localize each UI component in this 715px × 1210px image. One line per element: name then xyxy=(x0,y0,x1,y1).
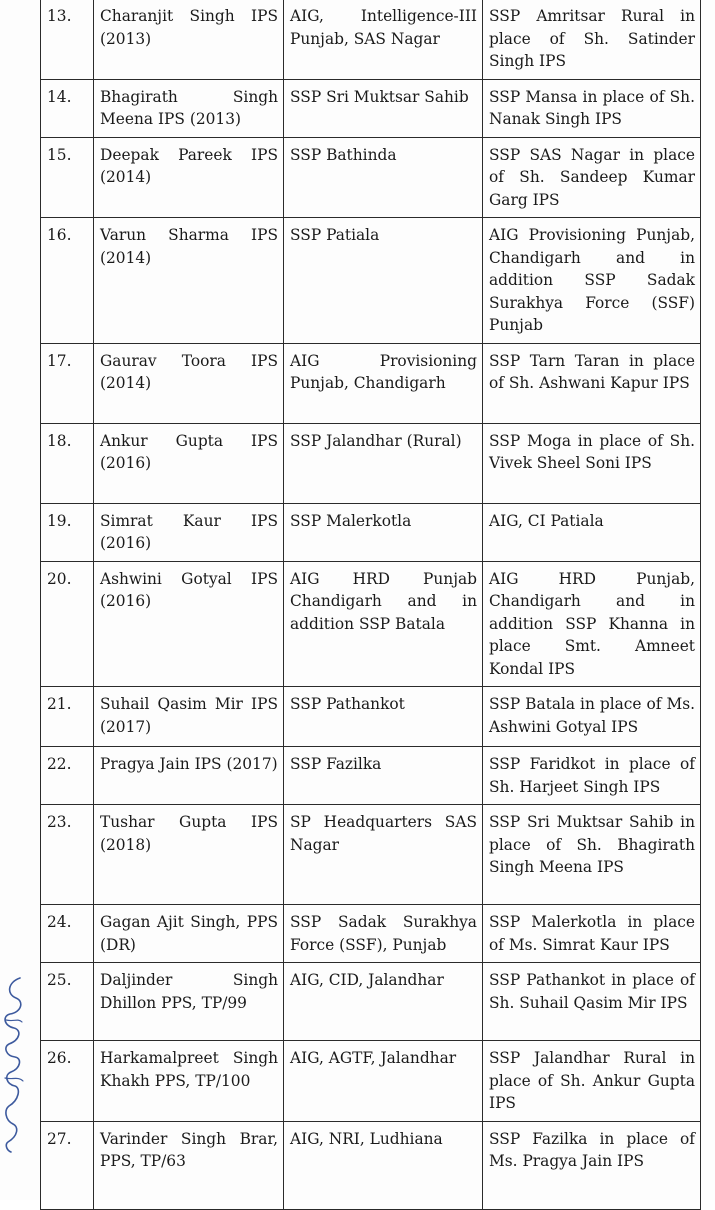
new-posting: SSP Malerkotla in place of Ms. Simrat Kaur IPS xyxy=(483,905,701,963)
serial-number: 24. xyxy=(41,905,94,963)
serial-number: 19. xyxy=(41,503,94,561)
table-row xyxy=(41,1121,701,1209)
serial-number: 23. xyxy=(41,805,94,905)
new-posting: SSP Pathankot in place of Sh. Suhail Qasim Mir IPS xyxy=(483,963,701,1041)
new-posting: SSP Sri Muktsar Sahib in place of Sh. Bhagirath Singh Meena IPS xyxy=(483,805,701,905)
officer-name: Pragya Jain IPS (2017) xyxy=(94,747,284,805)
current-posting: SSP Fazilka xyxy=(284,747,483,805)
new-posting: SSP Batala in place of Ms. Ashwini Gotyal IPS xyxy=(483,687,701,747)
table-row xyxy=(41,963,701,1041)
table-row xyxy=(41,747,701,805)
current-posting: AIG, NRI, Ludhiana xyxy=(284,1121,483,1209)
table-row xyxy=(41,687,701,747)
officer-name: Suhail Qasim Mir IPS (2017) xyxy=(94,687,284,747)
table-row xyxy=(41,503,701,561)
serial-number: 15. xyxy=(41,137,94,218)
current-posting: SSP Malerkotla xyxy=(284,503,483,561)
table-row xyxy=(41,137,701,218)
current-posting: SSP Sadak Surakhya Force (SSF), Punjab xyxy=(284,905,483,963)
officer-name: Ankur Gupta IPS (2016) xyxy=(94,423,284,503)
serial-number: 13. xyxy=(41,0,94,79)
table-row xyxy=(41,805,701,905)
current-posting: AIG Provisioning Punjab, Chandigarh xyxy=(284,343,483,423)
signature-flourish xyxy=(5,1020,23,1081)
serial-number: 25. xyxy=(41,963,94,1041)
serial-number: 27. xyxy=(41,1121,94,1209)
new-posting: SSP Faridkot in place of Sh. Harjeet Singh IPS xyxy=(483,747,701,805)
current-posting: AIG, AGTF, Jalandhar xyxy=(284,1041,483,1122)
signature-stroke xyxy=(5,978,21,1152)
officer-name: Harkamalpreet Singh Khakh PPS, TP/100 xyxy=(94,1041,284,1122)
serial-number: 26. xyxy=(41,1041,94,1122)
current-posting: SSP Patiala xyxy=(284,218,483,344)
table-row xyxy=(41,423,701,503)
new-posting: SSP Moga in place of Sh. Vivek Sheel Soni IPS xyxy=(483,423,701,503)
table-row xyxy=(41,79,701,137)
new-posting: SSP Mansa in place of Sh. Nanak Singh IPS xyxy=(483,79,701,137)
officer-name: Varun Sharma IPS (2014) xyxy=(94,218,284,344)
new-posting: SSP Jalandhar Rural in place of Sh. Ankur Gupta IPS xyxy=(483,1041,701,1122)
current-posting: SSP Sri Muktsar Sahib xyxy=(284,79,483,137)
table-row xyxy=(41,905,701,963)
new-posting: AIG Provisioning Punjab, Chandigarh and in addition SSP Sadak Surakhya Force (SSF) Punjab xyxy=(483,218,701,344)
officer-name: Varinder Singh Brar, PPS, TP/63 xyxy=(94,1121,284,1209)
handwritten-signature xyxy=(0,960,26,1160)
officer-name: Charanjit Singh IPS (2013) xyxy=(94,0,284,79)
table-row xyxy=(41,561,701,687)
officer-name: Gaurav Toora IPS (2014) xyxy=(94,343,284,423)
serial-number: 20. xyxy=(41,561,94,687)
new-posting: SSP Tarn Taran in place of Sh. Ashwani Kapur IPS xyxy=(483,343,701,423)
new-posting: SSP Amritsar Rural in place of Sh. Satinder Singh IPS xyxy=(483,0,701,79)
table-row xyxy=(41,0,701,79)
serial-number: 22. xyxy=(41,747,94,805)
officer-name: Deepak Pareek IPS (2014) xyxy=(94,137,284,218)
current-posting: AIG, CID, Jalandhar xyxy=(284,963,483,1041)
transfer-table xyxy=(40,0,701,1210)
serial-number: 14. xyxy=(41,79,94,137)
new-posting: AIG, CI Patiala xyxy=(483,503,701,561)
officer-name: Ashwini Gotyal IPS (2016) xyxy=(94,561,284,687)
officer-name: Bhagirath Singh Meena IPS (2013) xyxy=(94,79,284,137)
current-posting: AIG HRD Punjab Chandigarh and in addition SSP Batala xyxy=(284,561,483,687)
current-posting: SSP Pathankot xyxy=(284,687,483,747)
current-posting: SP Headquarters SAS Nagar xyxy=(284,805,483,905)
table-row xyxy=(41,218,701,344)
current-posting: SSP Jalandhar (Rural) xyxy=(284,423,483,503)
new-posting: AIG HRD Punjab, Chandigarh and in addition SSP Khanna in place Smt. Amneet Kondal IPS xyxy=(483,561,701,687)
new-posting: SSP Fazilka in place of Ms. Pragya Jain IPS xyxy=(483,1121,701,1209)
table-row xyxy=(41,343,701,423)
serial-number: 16. xyxy=(41,218,94,344)
officer-name: Gagan Ajit Singh, PPS (DR) xyxy=(94,905,284,963)
serial-number: 21. xyxy=(41,687,94,747)
officer-name: Simrat Kaur IPS (2016) xyxy=(94,503,284,561)
current-posting: AIG, Intelligence-III Punjab, SAS Nagar xyxy=(284,0,483,79)
officer-name: Daljinder Singh Dhillon PPS, TP/99 xyxy=(94,963,284,1041)
serial-number: 17. xyxy=(41,343,94,423)
table-row xyxy=(41,1041,701,1122)
officer-name: Tushar Gupta IPS (2018) xyxy=(94,805,284,905)
new-posting: SSP SAS Nagar in place of Sh. Sandeep Kumar Garg IPS xyxy=(483,137,701,218)
current-posting: SSP Bathinda xyxy=(284,137,483,218)
serial-number: 18. xyxy=(41,423,94,503)
